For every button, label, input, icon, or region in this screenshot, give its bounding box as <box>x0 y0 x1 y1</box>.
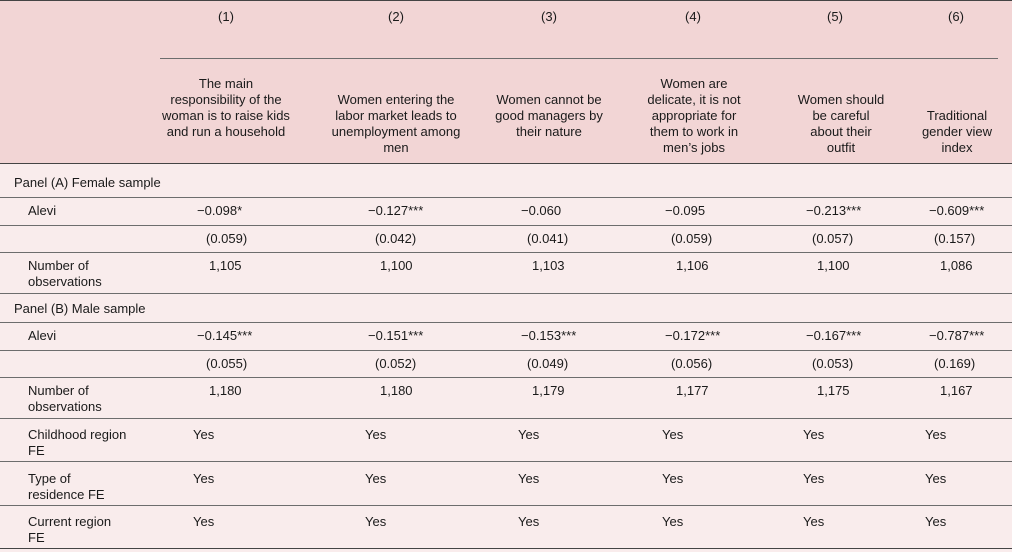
fe-cell: Yes <box>518 427 540 442</box>
coef-cell: −0.095 <box>665 203 706 218</box>
obs-cell: 1,177 <box>676 383 709 398</box>
row-divider <box>0 252 1012 253</box>
se-cell: (0.049) <box>527 356 569 371</box>
fe-cell: Yes <box>365 427 387 442</box>
column-header: Women entering the labor market leads to unemployment among men <box>331 92 461 155</box>
fe-cell: Yes <box>662 471 684 486</box>
header-bottom-rule <box>0 163 1012 164</box>
row-divider <box>0 322 1012 323</box>
fe-cell: Yes <box>365 514 387 529</box>
bottom-rule <box>0 548 1012 549</box>
column-header: Traditional gender view index <box>921 108 993 155</box>
fe-cell: Yes <box>925 427 947 442</box>
se-cell: (0.042) <box>375 231 417 246</box>
row-divider <box>0 293 1012 294</box>
row-label-current-region-fe: Current region FE <box>28 514 112 545</box>
fe-cell: Yes <box>803 427 825 442</box>
obs-cell: 1,180 <box>380 383 413 398</box>
row-label-alevi: Alevi <box>28 203 57 218</box>
column-number: (1) <box>218 9 234 24</box>
row-divider <box>0 350 1012 351</box>
fe-cell: Yes <box>925 514 947 529</box>
coef-cell: −0.213*** <box>806 203 862 218</box>
fe-cell: Yes <box>193 514 215 529</box>
obs-cell: 1,106 <box>676 258 709 273</box>
fe-cell: Yes <box>518 471 540 486</box>
row-divider <box>0 461 1012 462</box>
row-label-alevi: Alevi <box>28 328 57 343</box>
fe-cell: Yes <box>518 514 540 529</box>
obs-cell: 1,105 <box>209 258 242 273</box>
coef-cell: −0.167*** <box>806 328 862 343</box>
fe-cell: Yes <box>803 471 825 486</box>
column-number: (2) <box>388 9 404 24</box>
fe-cell: Yes <box>803 514 825 529</box>
coef-cell: −0.127*** <box>368 203 424 218</box>
column-header: The main responsibility of the woman is to raise kids and run a household <box>162 76 290 139</box>
column-number: (5) <box>827 9 843 24</box>
column-number: (3) <box>541 9 557 24</box>
fe-cell: Yes <box>662 427 684 442</box>
obs-cell: 1,103 <box>532 258 565 273</box>
se-cell: (0.057) <box>812 231 854 246</box>
row-divider <box>0 418 1012 419</box>
column-header: Women should be careful about their outfit <box>797 92 885 155</box>
coef-cell: −0.172*** <box>665 328 721 343</box>
coef-cell: −0.098* <box>197 203 243 218</box>
fe-cell: Yes <box>193 427 215 442</box>
panel-label-female: Panel (A) Female sample <box>14 175 161 190</box>
coef-cell: −0.060 <box>521 203 562 218</box>
column-number: (6) <box>948 9 964 24</box>
fe-cell: Yes <box>925 471 947 486</box>
row-label-residence-fe: Type of residence FE <box>28 471 105 502</box>
obs-cell: 1,100 <box>380 258 413 273</box>
obs-cell: 1,179 <box>532 383 565 398</box>
obs-cell: 1,167 <box>940 383 973 398</box>
row-divider <box>0 197 1012 198</box>
obs-cell: 1,086 <box>940 258 973 273</box>
obs-cell: 1,180 <box>209 383 242 398</box>
se-cell: (0.052) <box>375 356 417 371</box>
coef-cell: −0.153*** <box>521 328 577 343</box>
coef-cell: −0.609*** <box>929 203 985 218</box>
row-divider <box>0 505 1012 506</box>
se-cell: (0.041) <box>527 231 569 246</box>
se-cell: (0.059) <box>206 231 248 246</box>
column-header: Women are delicate, it is not appropriate for them to work in men’s jobs <box>647 76 741 155</box>
top-rule <box>0 0 1012 1</box>
coef-cell: −0.787*** <box>929 328 985 343</box>
column-spanner-rule <box>160 58 998 59</box>
row-label-observations: Number of observations <box>28 258 102 289</box>
row-divider <box>0 225 1012 226</box>
row-label-childhood-fe: Childhood region FE <box>28 427 127 458</box>
se-cell: (0.053) <box>812 356 854 371</box>
coef-cell: −0.151*** <box>368 328 424 343</box>
obs-cell: 1,100 <box>817 258 850 273</box>
se-cell: (0.059) <box>671 231 713 246</box>
se-cell: (0.169) <box>934 356 976 371</box>
fe-cell: Yes <box>662 514 684 529</box>
row-divider <box>0 377 1012 378</box>
column-number: (4) <box>685 9 701 24</box>
se-cell: (0.157) <box>934 231 976 246</box>
row-label-observations: Number of observations <box>28 383 102 414</box>
se-cell: (0.055) <box>206 356 248 371</box>
coef-cell: −0.145*** <box>197 328 253 343</box>
obs-cell: 1,175 <box>817 383 850 398</box>
fe-cell: Yes <box>193 471 215 486</box>
panel-label-male: Panel (B) Male sample <box>14 301 146 316</box>
se-cell: (0.056) <box>671 356 713 371</box>
column-header: Women cannot be good managers by their nature <box>495 92 603 139</box>
fe-cell: Yes <box>365 471 387 486</box>
